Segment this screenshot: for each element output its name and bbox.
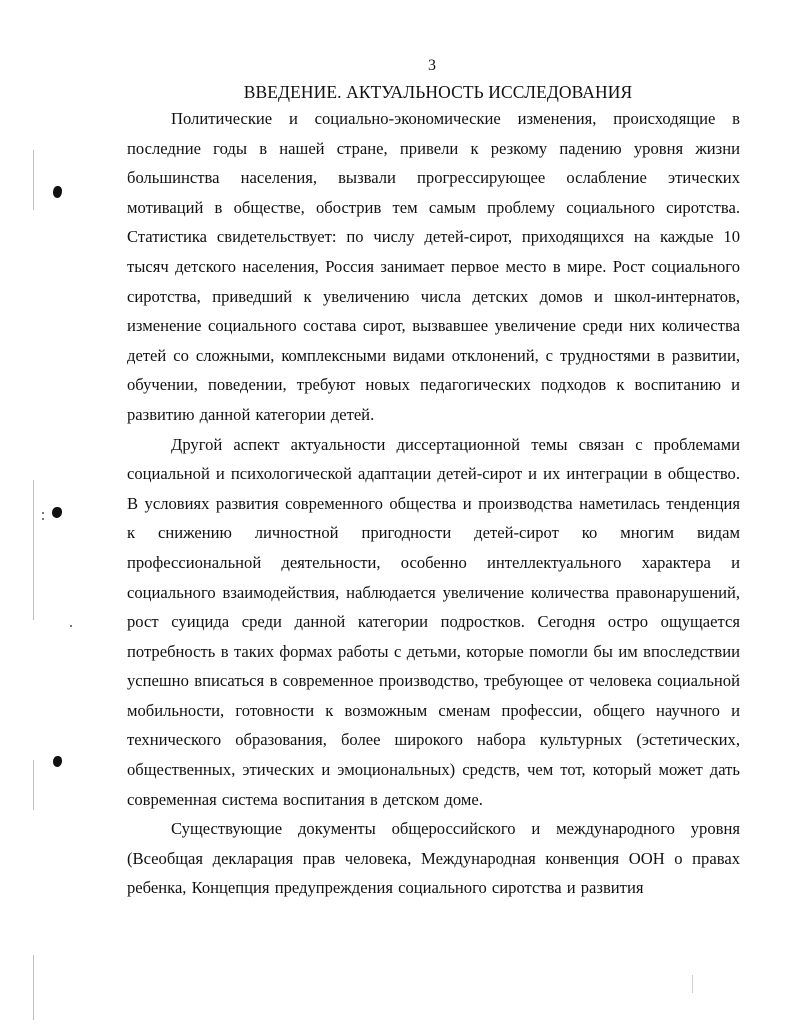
scan-blot: [53, 756, 62, 767]
scan-blot: [53, 186, 62, 198]
scan-speck: [42, 512, 44, 514]
scan-margin-line: [33, 760, 34, 810]
scan-speck: [42, 518, 44, 520]
scan-margin-line: [33, 150, 34, 210]
paragraph: Другой аспект актуальности диссертационной темы связан с проблемами социальной и психологической адаптации детей-сирот и их интеграции в общество. В условиях развития современного общества и производства наметилась тенденция к снижению личностной пригодности детей-сирот ко многим видам профессиональной деятельности, особенно интеллектуального характера и социального взаимодействия, наблюдается увеличение количества правонарушений, рост суицида среди данной категории подростков. Сегодня остро ощущается потребность в таких формах работы с детьми, которые помогли бы им впоследствии успешно вписаться в современное производство, требующее от человека социальной мобильности, готовности к возможным сменам профессии, общего научного и технического образования, более широкого набора культурных (эстетических, общественных, этических и эмоциональных) средств, чем тот, который может дать современная система воспитания в детском доме.: [127, 434, 740, 809]
scan-margin-line: [692, 975, 693, 993]
page-number: 3: [428, 57, 436, 74]
scan-margin-line: [33, 480, 34, 620]
scan-speck: [70, 625, 72, 627]
paragraph: Политические и социально-экономические изменения, происходящие в последние годы в нашей стране, привели к резкому падению уровня жизни большинства населения, вызвали прогрессирующее ослабление этических мотиваций в обществе, обострив тем самым проблему социального сиротства. Статистика свидетельствует: по числу детей-сирот, приходящихся на каждые 10 тысяч детского населения, Россия занимает первое место в мире. Рост социального сиротства, приведший к увеличению числа детских домов и школ-интернатов, изменение социального состава сирот, вызвавшее увеличение среди них количества детей со сложными, комплексными видами отклонений, с трудностями в развитии, обучении, поведении, требуют новых педагогических подходов к воспитанию и развитию данной категории детей.: [127, 109, 740, 424]
scan-margin-line: [33, 955, 34, 1020]
scan-blot: [52, 507, 62, 518]
body-text: [127, 104, 740, 903]
paragraph: Существующие документы общероссийского и международного уровня (Всеобщая декларация прав человека, Международная конвенция ООН о правах ребенка, Концепция предупреждения социального сиротства и развития: [127, 819, 740, 898]
page-title: ВВЕДЕНИЕ. АКТУАЛЬНОСТЬ ИССЛЕДОВАНИЯ: [243, 82, 633, 102]
